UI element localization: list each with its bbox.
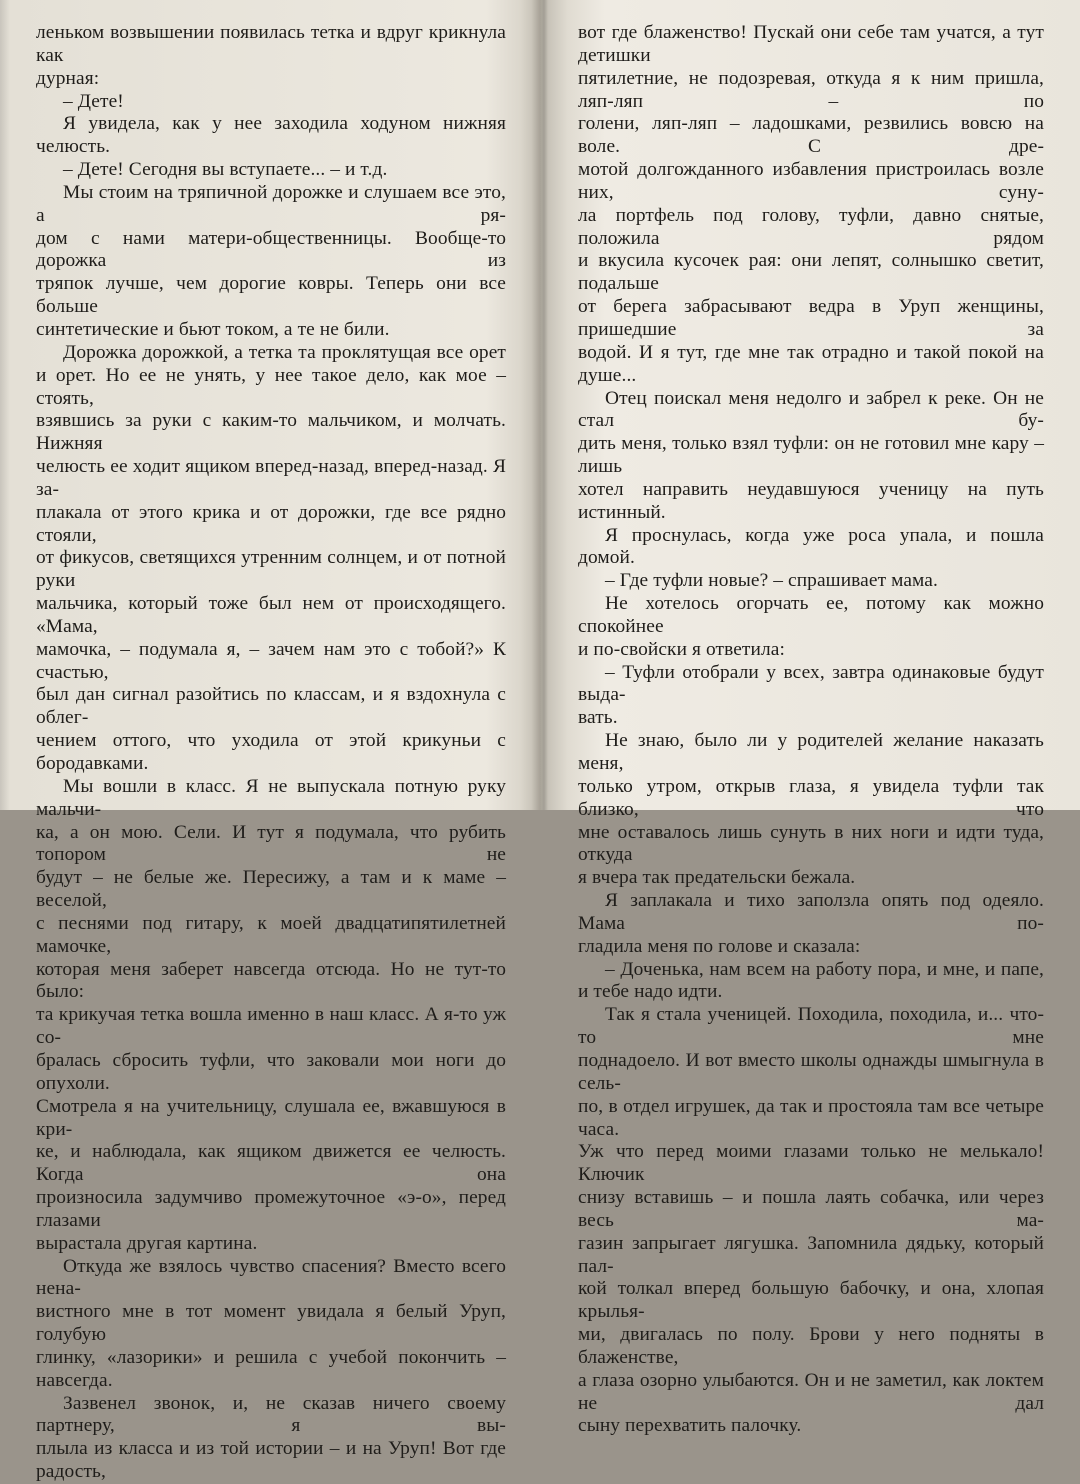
left-page-line: Мы вошли в класс. Я не выпускала потную руку мальчи- (36, 775, 506, 820)
left-page-line: и орет. Но ее не унять, у нее такое дело, как мое – стоять, (36, 364, 506, 409)
left-page-line: челюсть ее ходит ящиком вперед-назад, вперед-назад. Я за- (36, 456, 506, 500)
right-page-line: сыну перехватить палочку. (578, 1415, 802, 1437)
left-page-line: с песнями под гитару, к моей двадцатипятилетней мамочке, (36, 912, 506, 957)
left-page-line: ке, и наблюдала, как ящиком движется ее челюсть. Когда она (36, 1141, 506, 1186)
right-page-line: – Где туфли новые? – спрашивает мама. (605, 570, 938, 592)
left-page-line: Смотрела я на учительницу, слушала ее, вжавшуюся в кри- (36, 1095, 506, 1140)
right-page-line: Уж что перед моими глазами только не мелькало! Ключик (578, 1141, 1044, 1186)
left-edge-shadow (0, 0, 10, 810)
right-page-line: Я заплакала и тихо заползла опять под одеяло. Мама по- (578, 890, 1044, 934)
left-page-line: тряпок лучше, чем дорогие ковры. Теперь они все больше (36, 273, 506, 318)
left-page-line: мальчика, который тоже был нем от происходящего. «Мама, (36, 593, 506, 637)
left-page-line: бралась сбросить туфли, что заковали мои ноги до опухоли. (36, 1049, 506, 1094)
right-page-line: кой толкал вперед большую бабочку, и она, хлопая крылья- (578, 1278, 1044, 1323)
left-page-line: взявшись за руки с каким-то мальчиком, и молчать. Нижняя (36, 410, 506, 455)
right-page-line: Не знаю, было ли у родителей желание наказать меня, (578, 730, 1044, 774)
left-page-line: чением оттого, что уходила от этой крикуньи с бородавками. (36, 730, 506, 774)
left-page-line: – Дете! (63, 90, 124, 112)
right-page-line: по, в отдел игрушек, да так и простояла там все четыре часа. (578, 1095, 1044, 1140)
left-page-line: Я увидела, как у нее заходила ходуном нижняя челюсть. (36, 113, 506, 158)
left-page-line: плакала от этого крика и от дорожки, где все рядно стояли, (36, 501, 506, 546)
right-page-line: водой. И я тут, где мне так отрадно и такой покой на душе... (578, 341, 1044, 386)
right-page-line: и тебе надо идти. (578, 981, 723, 1003)
left-page-line: ка, а он мою. Сели. И тут я подумала, что рубить топором не (36, 821, 506, 866)
left-page-line: которая меня заберет навсегда отсюда. Но не тут-то было: (36, 958, 506, 1003)
right-page-line: голени, ляп-ляп – ладошками, резвились вовсю на воле. С дре- (578, 113, 1044, 158)
right-page-line: от берега забрасывают ведра в Уруп женщины, пришедшие за (578, 296, 1044, 340)
left-page-line: Мы стоим на тряпичной дорожке и слушаем все это, а ря- (36, 181, 506, 226)
right-page-line: – Доченька, нам всем на работу пора, и мне, и папе, (605, 958, 1044, 980)
left-page-line: будут – не белые же. Пересижу, а там и к маме – веселой, (36, 867, 506, 912)
left-page-line: Откуда же взялось чувство спасения? Вместо всего нена- (36, 1255, 506, 1300)
right-page-line: мне оставалось лишь сунуть в них ноги и идти туда, откуда (578, 821, 1044, 866)
right-page-line: гладила меня по голове и сказала: (578, 935, 861, 957)
right-page-line: только утром, открыв глаза, я увидела туфли так близко, что (578, 775, 1044, 820)
left-page-line: глинку, «лазорики» и решила с учебой покончить – навсегда. (36, 1346, 506, 1391)
left-page-line: синтетические и бьют током, а те не били. (36, 318, 390, 340)
right-page-line: газин запрыгает лягушка. Запомнила дядьку, который пал- (578, 1232, 1044, 1277)
right-page-line: я вчера так предательски бежала. (578, 867, 856, 889)
left-page-line: плыла из класса и из той истории – и на Уруп! Вот где радость, (36, 1438, 506, 1483)
right-page-line: Я проснулась, когда уже роса упала, и пошла домой. (578, 524, 1044, 569)
right-page-line: хотел направить неудавшуюся ученицу на путь истинный. (578, 478, 1044, 523)
right-page-line: Отец поискал меня недолго и забрел к реке. Он не стал бу- (578, 387, 1044, 432)
book-gutter (520, 0, 568, 810)
right-page-line: и по-свойски я ответила: (578, 638, 785, 660)
right-page-line: ми, двигалась по полу. Брови у него подняты в блаженстве, (578, 1324, 1044, 1368)
right-page-line: пятилетние, не подозревая, откуда я к ним пришла, ляп-ляп – по (578, 67, 1044, 112)
right-page-line: ла портфель под голову, туфли, давно снятые, положила рядом (578, 204, 1044, 249)
left-page-line: мамочка, – подумала я, – зачем нам это с тобой?» К счастью, (36, 638, 506, 683)
right-page-line: Так я стала ученицей. Походила, походила, и... что-то мне (578, 1004, 1044, 1049)
left-page (36, 22, 506, 1483)
left-page-line: вырастала другая картина. (36, 1232, 258, 1254)
right-page-line: – Туфли отобрали у всех, завтра одинаковые будут выда- (578, 661, 1044, 706)
right-page (578, 22, 1044, 1437)
left-page-line: был дан сигнал разойтись по классам, и я вздохнула с облег- (36, 684, 506, 729)
left-page-line: та крикучая тетка вошла именно в наш класс. А я-то уж со- (36, 1004, 506, 1049)
right-page-line: снизу вставишь – и пошла лаять собачка, или через весь ма- (578, 1187, 1044, 1231)
right-page-line: дить меня, только взял туфли: он не готовил мне кару – лишь (578, 433, 1044, 478)
left-page-line: дурная: (36, 67, 100, 89)
left-page-line: дом с нами матери-общественницы. Вообще-то дорожка из (36, 227, 506, 272)
left-page-line: вистного мне в тот момент увидала я белый Уруп, голубую (36, 1301, 506, 1346)
right-page-line: вот где блаженство! Пускай они себе там учатся, а тут детишки (578, 22, 1044, 66)
left-page-line: леньком возвышении появилась тетка и вдруг крикнула как (36, 22, 506, 66)
left-page-line: от фикусов, светящихся утренним солнцем, и от потной руки (36, 547, 506, 592)
left-page-line: произносила задумчиво промежуточное «э-о», перед глазами (36, 1187, 506, 1231)
right-page-line: мотой долгожданного избавления пристроилась возле них, суну- (578, 159, 1044, 203)
right-page-line: Не хотелось огорчать ее, потому как можно спокойнее (578, 593, 1044, 637)
right-page-line: вать. (578, 707, 618, 729)
left-page-line: Дорожка дорожкой, а тетка та проклятущая все орет (63, 341, 506, 363)
left-page-line: Зазвенел звонок, и, не сказав ничего своему партнеру, я вы- (36, 1392, 506, 1437)
left-page-line: – Дете! Сегодня вы вступаете... – и т.д. (63, 159, 388, 181)
right-page-line: поднадоело. И вот вместо школы однажды шмыгнула в сель- (578, 1049, 1044, 1094)
right-page-line: а глаза озорно улыбаются. Он и не заметил, как локтем не дал (578, 1369, 1044, 1414)
right-page-line: и вкусила кусочек рая: они лепят, солнышко светит, подальше (578, 250, 1044, 295)
